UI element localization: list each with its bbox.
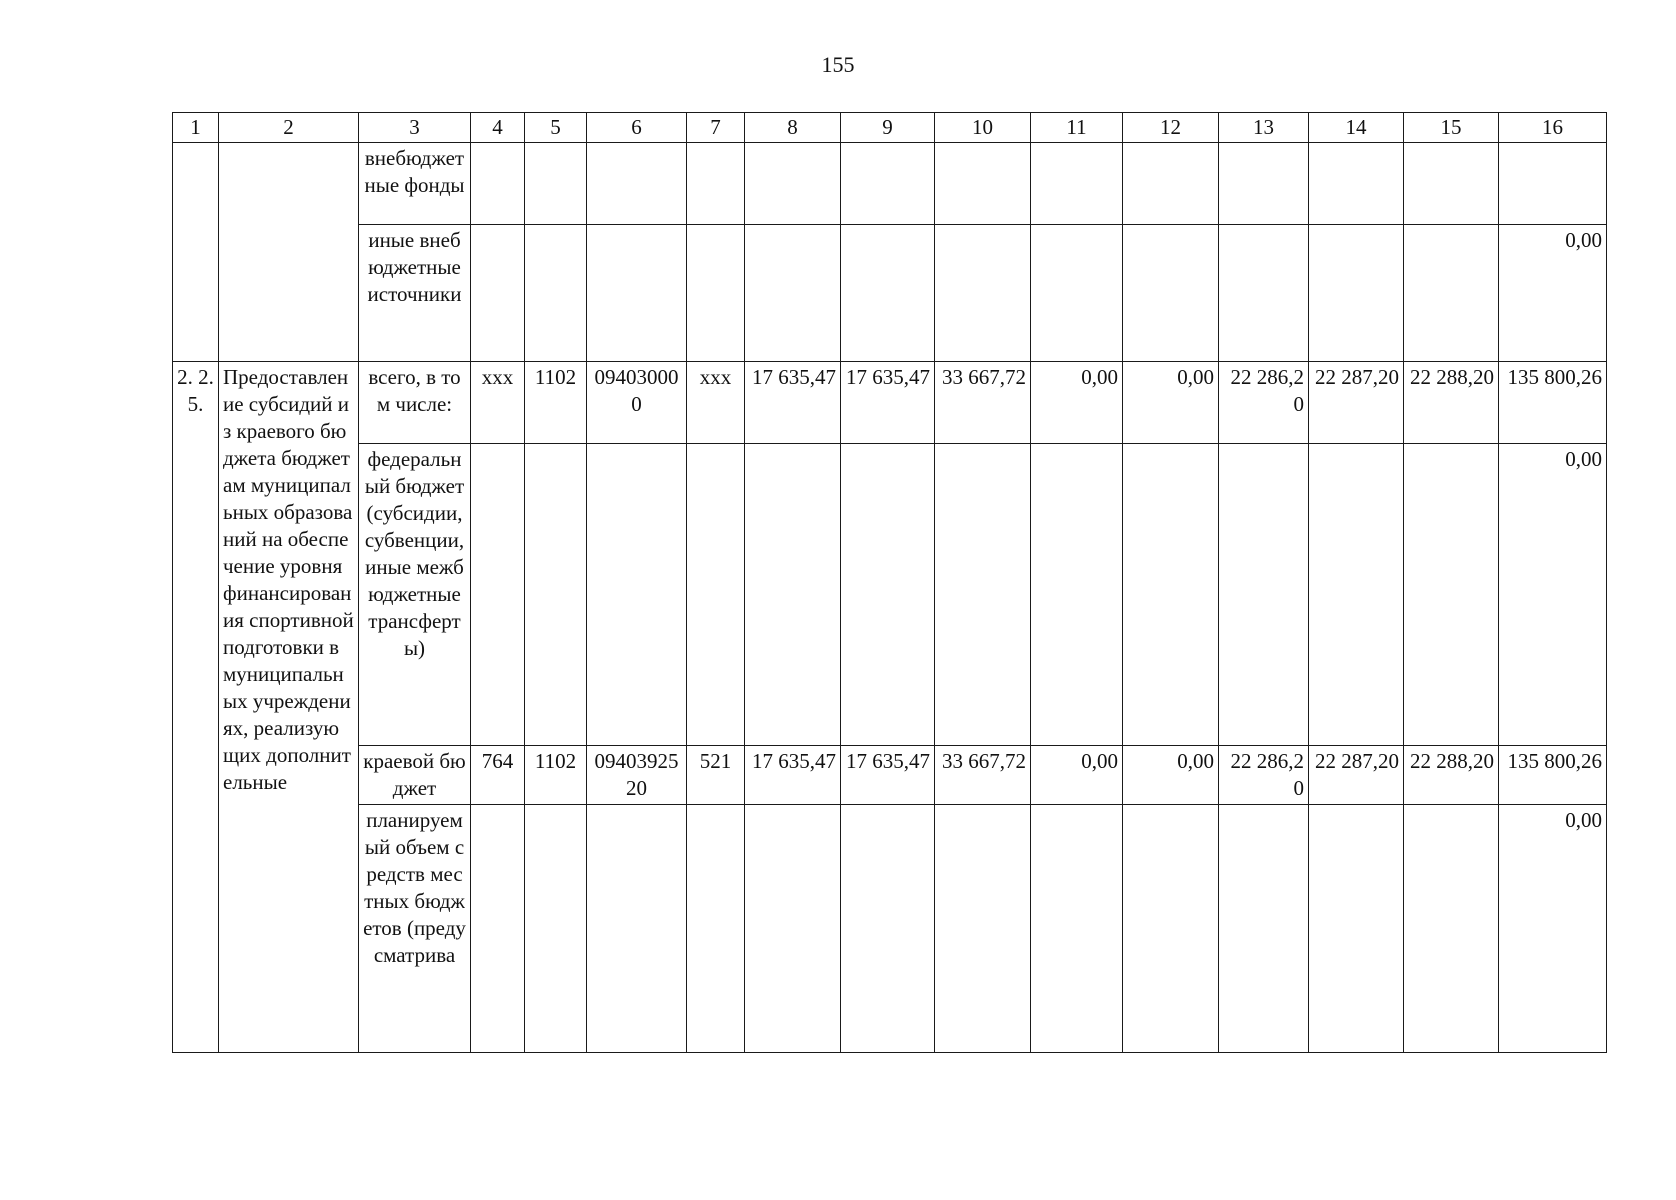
empty-cell xyxy=(841,444,935,746)
measure-name: Предоставление субсидий из краевого бюджета бюджетам муниципальных образований на обеспечение уровня финансирования спортивной подготовки в муниципальных учреждениях, реализующих дополнительные xyxy=(219,362,359,1053)
empty-cell xyxy=(745,225,841,362)
empty-cell xyxy=(1219,225,1309,362)
empty-cell xyxy=(935,444,1031,746)
empty-cell xyxy=(841,143,935,225)
value-col-11: 0,00 xyxy=(1031,746,1123,805)
empty-cell xyxy=(525,444,587,746)
header-col-11: 11 xyxy=(1031,113,1123,143)
header-row xyxy=(173,113,1607,143)
value-col-15: 22 288,20 xyxy=(1404,746,1499,805)
value-col-16: 0,00 xyxy=(1499,444,1607,746)
empty-cell xyxy=(1031,225,1123,362)
funding-source: иные внебюджетные источники xyxy=(359,225,471,362)
header-col-10: 10 xyxy=(935,113,1031,143)
header-col-5: 5 xyxy=(525,113,587,143)
funding-source: федеральный бюджет (субсидии, субвенции, иные межбюджетные трансферты) xyxy=(359,444,471,746)
empty-cell xyxy=(745,143,841,225)
empty-cell xyxy=(1123,143,1219,225)
funding-source: краевой бюджет xyxy=(359,746,471,805)
value-col-8: 17 635,47 xyxy=(745,746,841,805)
empty-cell xyxy=(841,805,935,1053)
value-col-16: 135 800,26 xyxy=(1499,362,1607,444)
header-col-7: 7 xyxy=(687,113,745,143)
empty-cell xyxy=(471,805,525,1053)
value-col-8: 17 635,47 xyxy=(745,362,841,444)
empty-cell xyxy=(1404,805,1499,1053)
empty-cell xyxy=(587,444,687,746)
empty-cell xyxy=(1123,444,1219,746)
header-col-1: 1 xyxy=(173,113,219,143)
empty-cell xyxy=(587,805,687,1053)
empty-cell xyxy=(745,444,841,746)
empty-cell xyxy=(1031,143,1123,225)
value-col-5: 1102 xyxy=(525,362,587,444)
empty-cell xyxy=(1219,444,1309,746)
value-col-14: 22 287,20 xyxy=(1309,746,1404,805)
header-col-6: 6 xyxy=(587,113,687,143)
empty-cell xyxy=(1031,805,1123,1053)
empty-cell xyxy=(1404,444,1499,746)
empty-cell xyxy=(935,143,1031,225)
empty-cell xyxy=(1123,225,1219,362)
table-row xyxy=(173,746,1607,805)
item-number: 2. 2. 5. xyxy=(173,362,219,1053)
header-col-13: 13 xyxy=(1219,113,1309,143)
empty-cell xyxy=(687,143,745,225)
empty-cell xyxy=(687,805,745,1053)
header-col-16: 16 xyxy=(1499,113,1607,143)
header-col-3: 3 xyxy=(359,113,471,143)
page-number: 155 xyxy=(821,52,855,77)
header-col-8: 8 xyxy=(745,113,841,143)
header-col-14: 14 xyxy=(1309,113,1404,143)
empty-cell xyxy=(525,143,587,225)
empty-cell xyxy=(1499,143,1607,225)
table-row xyxy=(173,362,1607,444)
empty-cell xyxy=(1219,143,1309,225)
header-col-15: 15 xyxy=(1404,113,1499,143)
value-col-12: 0,00 xyxy=(1123,746,1219,805)
empty-cell xyxy=(471,444,525,746)
empty-cell xyxy=(1031,444,1123,746)
empty-cell xyxy=(587,143,687,225)
value-col-9: 17 635,47 xyxy=(841,746,935,805)
empty-cell xyxy=(935,225,1031,362)
value-col-16: 135 800,26 xyxy=(1499,746,1607,805)
empty-cell xyxy=(1309,143,1404,225)
value-col-13: 22 286,20 xyxy=(1219,746,1309,805)
table-row xyxy=(173,225,1607,362)
funding-source: всего, в том числе: xyxy=(359,362,471,444)
table-row xyxy=(173,444,1607,746)
value-col-6: 094030000 xyxy=(587,362,687,444)
empty-cell xyxy=(471,143,525,225)
value-col-10: 33 667,72 xyxy=(935,746,1031,805)
value-col-12: 0,00 xyxy=(1123,362,1219,444)
empty-cell xyxy=(1309,444,1404,746)
value-col-16: 0,00 xyxy=(1499,805,1607,1053)
budget-table xyxy=(172,112,1607,1053)
empty-cell xyxy=(173,143,219,362)
header-col-2: 2 xyxy=(219,113,359,143)
value-col-15: 22 288,20 xyxy=(1404,362,1499,444)
value-col-9: 17 635,47 xyxy=(841,362,935,444)
value-col-7: 521 xyxy=(687,746,745,805)
value-col-16: 0,00 xyxy=(1499,225,1607,362)
value-col-6: 0940392520 xyxy=(587,746,687,805)
funding-source: планируемый объем средств местных бюджетов (предусматрива xyxy=(359,805,471,1053)
empty-cell xyxy=(219,143,359,362)
empty-cell xyxy=(1309,225,1404,362)
header-col-4: 4 xyxy=(471,113,525,143)
empty-cell xyxy=(1123,805,1219,1053)
value-col-14: 22 287,20 xyxy=(1309,362,1404,444)
value-col-13: 22 286,20 xyxy=(1219,362,1309,444)
value-col-11: 0,00 xyxy=(1031,362,1123,444)
value-col-10: 33 667,72 xyxy=(935,362,1031,444)
empty-cell xyxy=(687,225,745,362)
empty-cell xyxy=(587,225,687,362)
empty-cell xyxy=(471,225,525,362)
empty-cell xyxy=(841,225,935,362)
empty-cell xyxy=(1404,143,1499,225)
value-col-4: 764 xyxy=(471,746,525,805)
empty-cell xyxy=(687,444,745,746)
value-col-7: xxx xyxy=(687,362,745,444)
table-row xyxy=(173,143,1607,225)
table-row xyxy=(173,805,1607,1053)
empty-cell xyxy=(745,805,841,1053)
empty-cell xyxy=(1404,225,1499,362)
empty-cell xyxy=(525,225,587,362)
funding-source: внебюджетные фонды xyxy=(359,143,471,225)
empty-cell xyxy=(935,805,1031,1053)
empty-cell xyxy=(1219,805,1309,1053)
value-col-5: 1102 xyxy=(525,746,587,805)
header-col-12: 12 xyxy=(1123,113,1219,143)
header-col-9: 9 xyxy=(841,113,935,143)
value-col-4: xxx xyxy=(471,362,525,444)
empty-cell xyxy=(1309,805,1404,1053)
empty-cell xyxy=(525,805,587,1053)
